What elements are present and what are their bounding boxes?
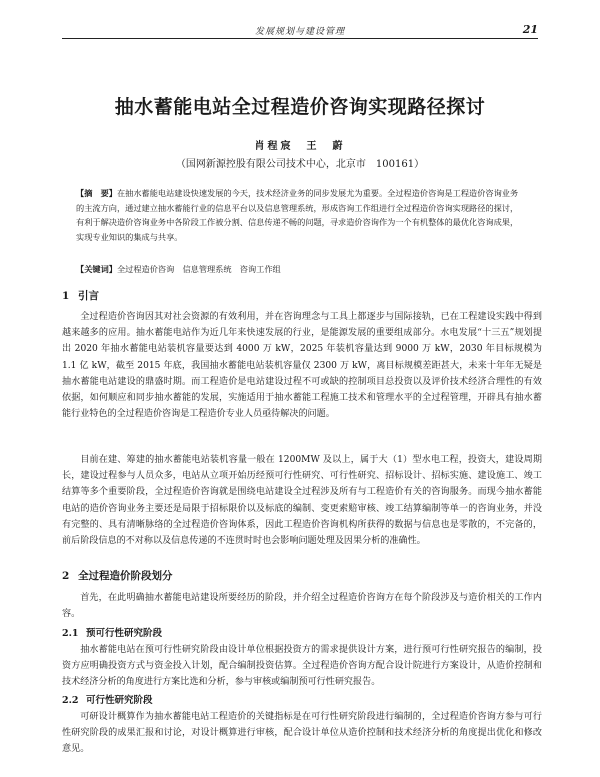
paragraph-intro-2: 目前在建、筹建的抽水蓄能电站装机容量一般在 1200MW 及以上，属于大（1）型水电工程，投资大，建设周期长，建设过程参与人员众多，电站从立项开始历经预可行性研究、可行性研究、招标设计、招标实施、建设施工、竣工结算等多个重要阶段，全过程造价咨询就是围绕电站建设全过程涉及所有与工程造价有关的咨询服务。而现今抽水蓄能电站的造价咨询业务主要还是局限于招标限价以及标底的编制、变更索赔审核、竣工结算编制等单一的咨询业务，并没有完整的、具有清晰脉络的全过程造价咨询体系，因此工程造价咨询机构所获得的数据与信息也是零散的，不完备的，前后阶段信息的不对称以及信息传递的不连贯时时也会影响问题处理及因果分析的准确性。 (62, 455, 542, 547)
section-number: 2 (62, 570, 70, 582)
page-number: 21 (522, 23, 538, 36)
subsection-number: 2.1 (62, 628, 79, 639)
abstract-text: 在抽水蓄能电站建设快速发展的今天，技术经济业务的同步发展尤为重要。全过程造价咨询是工程造价咨询业务的主流方向，通过建立抽水蓄能行业的信息平台以及信息管理系统，形成咨询工作组进行全过程造价咨询实现路径的探讨，有利于解决造价咨询业务中各阶段工作被分割、信息传递不畅的问题，寻求造价咨询作为一个有机整体的最优化咨询成果，实现专业知识的集成与共享。 (76, 188, 519, 242)
authors: 肖程宸 王 蔚 (254, 141, 346, 152)
paragraph-feasibility: 可研设计概算作为抽水蓄能电站工程造价的关键指标是在可行性研究阶段进行编制的，全过程造价咨询方参与可行性研究阶段的成果汇报和讨论，对设计概算进行审核，配合设计单位从造价控制和技术经济分析的角度提出优化和修改意见。 (62, 712, 542, 755)
keywords-label: 【关键词】 (76, 264, 117, 274)
keywords-text: 全过程造价咨询 信息管理系统 咨询工作组 (116, 264, 281, 274)
paragraph-section2-intro: 首先，在此明确抽水蓄能电站建设所要经历的阶段，并介绍全过程造价咨询方在每个阶段涉及与造价相关的工作内容。 (62, 593, 542, 620)
keywords (76, 262, 524, 276)
paragraph-pre-feasibility: 抽水蓄能电站在预可行性研究阶段由设计单位根据投资方的需求提供设计方案，进行预可行性研究报告的编制，投资方应明确投资方式与资金投入计划，配合编制投资估算。全过程造价咨询方配合设计院进行方案设计，从造价控制和技术经济分析的角度进行方案比选和分析，参与审核或编制预可行性研究报告。 (62, 645, 542, 688)
section-title: 引言 (78, 290, 99, 302)
subsection-title: 预可行性研究阶段 (86, 628, 163, 639)
affiliation: （国网新源控股有限公司技术中心，北京市 100161） (175, 159, 425, 170)
abstract (76, 186, 524, 244)
paper-title: 抽水蓄能电站全过程造价咨询实现路径探讨 (114, 96, 486, 118)
subsection-number: 2.2 (62, 695, 79, 706)
section-heading-2 (62, 568, 173, 583)
subsection-title: 可行性研究阶段 (86, 695, 153, 706)
section-number: 1 (62, 290, 70, 302)
subsection-heading-2-2 (62, 692, 153, 706)
paragraph-intro-1: 全过程造价咨询因其对社会资源的有效利用，并在咨询理念与工具上都逐步与国际接轨，已在工程建设实践中得到越来越多的应用。抽水蓄能电站作为近几年来快速发展的行业，是能源发展的重要组成部分。水电发展“十三五”规划提出 2020 年抽水蓄能电站装机容量要达到 4000 万 kW，2025 年装机容量达到 9000 万 kW，2030 年目标规模为 1.1 亿 kW，截至 2015 年底，我国抽水蓄能电站装机容量仅 2300 万 kW，离目标规模差距甚大，未来十年年无疑是抽水蓄能电站建设的鼎盛时期。而工程造价是电站建设过程不可或缺的控制项目总投资以及评价技术经济合理性的有效依据，如何顺应和同步抽水蓄能的发展，实施适用于抽水蓄能工程施工技术和管理水平的全过程管理，开辟具有抽水蓄能行业特色的全过程造价咨询是工程造价专业人员亟待解决的问题。 (62, 312, 542, 420)
journal-section-name: 发展规划与建设管理 (254, 27, 345, 37)
abstract-label: 【摘 要】 (76, 188, 117, 198)
section-title: 全过程造价阶段划分 (78, 570, 173, 582)
subsection-heading-2-1 (62, 625, 162, 639)
section-heading-1 (62, 288, 99, 303)
running-header (62, 22, 538, 39)
